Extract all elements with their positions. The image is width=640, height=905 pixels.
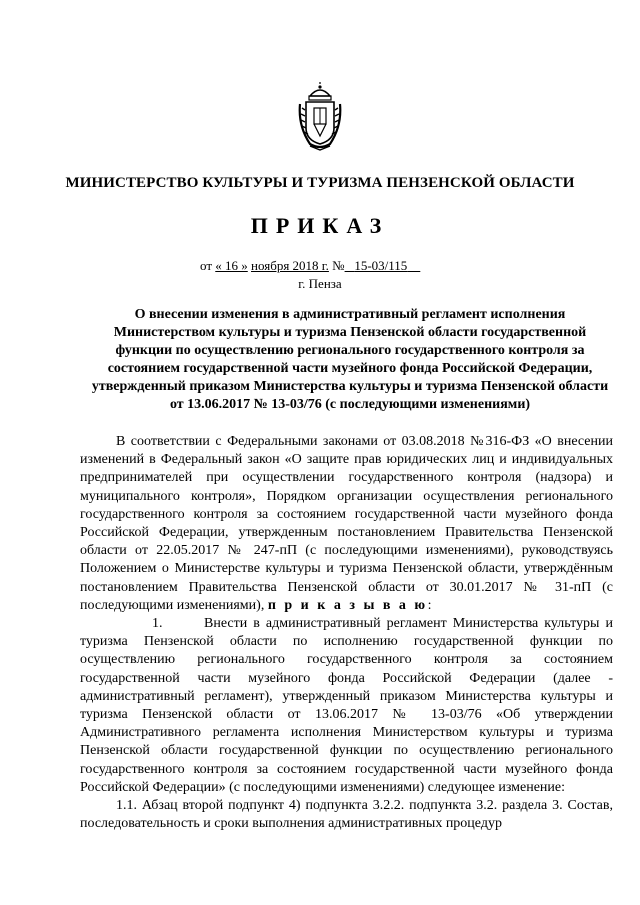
item-1-1-paragraph: 1.1. Абзац второй подпункт 4) подпункта 3.2.2. подпункта 3.2. раздела 3. Состав, последовательность и сроки выполнения административных процедур [80, 798, 613, 832]
city-line: г. Пенза [298, 276, 342, 291]
date-month-year: ноября 2018 г. [251, 258, 329, 273]
document-number: 15-03/115 [354, 258, 408, 273]
date-day: « 16 » [215, 258, 248, 273]
coat-of-arms-emblem [296, 82, 344, 152]
item-1-text: Внести в административный регламент Министерства культуры и туризма Пензенской области по исполнению государственной функции по осуществлению регионального государственного контроля за состоянием государственной части музейного фонда Российской Федерации (далее - административный регламент), утвержденный приказом Министерства культуры и туризма Пензенской области от 13.06.2017 № 13-03/76 «Об утверждении Административного регламента исполнения Министерством культуры и туризма Пензенской области государственной функции по осуществлению регионального государственного контроля за состоянием государственной части музейного фонда Российской Федерации» (с последующими изменениями) следующее изменение: [80, 616, 613, 795]
order-word: п р и к а з ы в а ю [267, 597, 428, 613]
item-1-number: 1. [152, 616, 163, 632]
document-number-field [345, 258, 421, 273]
order-title: О внесении изменения в административный регламент исполнения Министерством культуры и туризма Пензенской области государственной функции по осуществлению регионального государственного контроля за состоянием государственной части музейного фонда Российской Федерации, утвержденный приказом Министерства культуры и туризма Пензенской области от 13.06.2017 № 13-03/76 (с последующими изменениями) [91, 307, 609, 412]
preamble-paragraph [80, 433, 613, 615]
ministry-heading: МИНИСТЕРСТВО КУЛЬТУРЫ И ТУРИЗМА ПЕНЗЕНСКОЙ ОБЛАСТИ [65, 175, 575, 191]
date-prefix: от [200, 258, 213, 273]
order-punct: : [427, 597, 432, 613]
document-type-heading: ПРИКАЗ [250, 213, 390, 238]
date-number-line [200, 258, 420, 274]
item-1-paragraph [80, 615, 613, 797]
order-body [80, 433, 613, 833]
preamble-text: В соответствии с Федеральными законами от 03.08.2018 №316-ФЗ «О внесении изменений в Федеральный закон «О защите прав юридических лиц и индивидуальных предпринимателей при осуществлении государственного контроля (надзора) и муниципального контроля», Порядком организации осуществления регионального государственного контроля за состоянием государственной части музейного фонда Российской Федерации, утвержденным постановлением Правительства Пензенской области от 22.05.2017 № 247-пП (с последующими изменениями), руководствуясь Положением о Министерстве культуры и туризма Пензенской области, утверждённым постановлением Правительства Пензенской области от 30.01.2017 № 31-пП (с последующими изменениями), [80, 434, 613, 613]
number-sign: № [332, 258, 345, 273]
